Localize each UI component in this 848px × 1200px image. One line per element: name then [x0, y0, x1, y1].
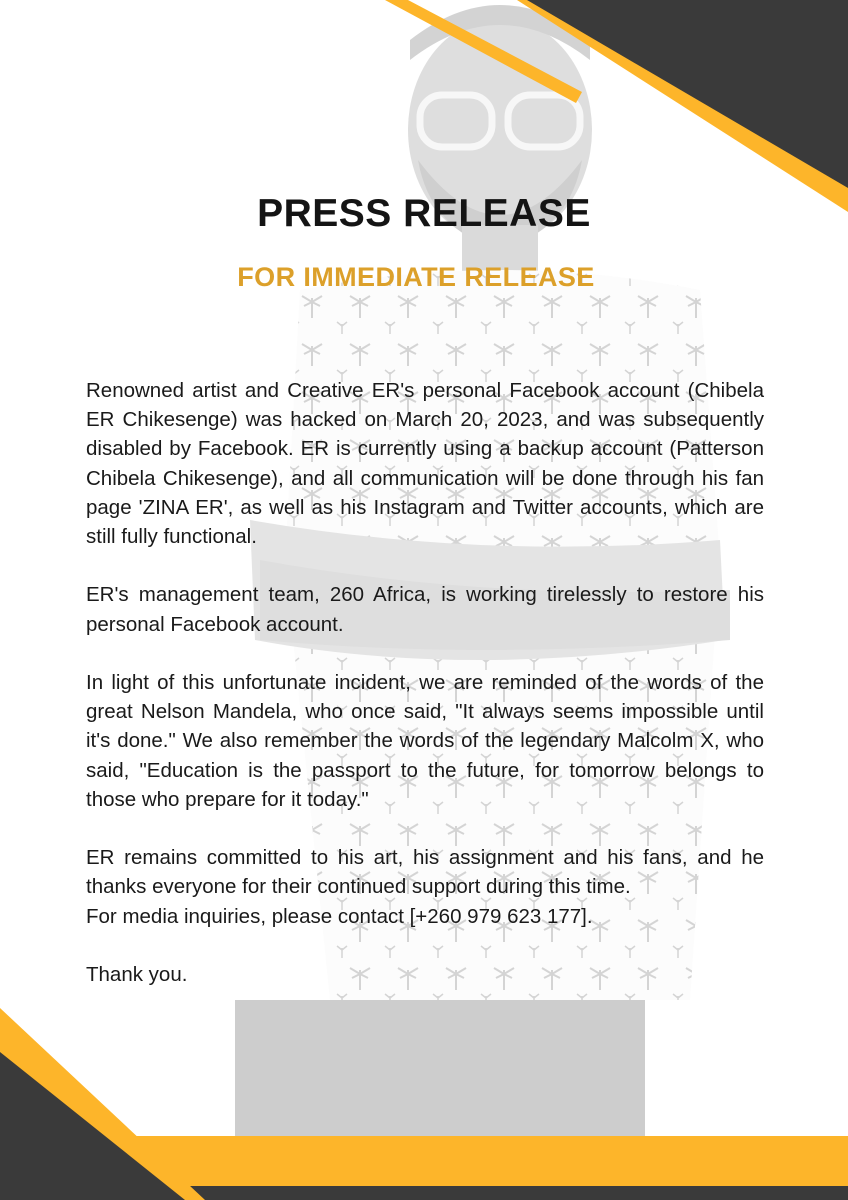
body-text: [86, 376, 764, 1018]
paragraph-commitment: ER remains committed to his art, his assignment and his fans, and he thanks everyone for their continued support during this time.: [86, 846, 764, 899]
paragraph-management: ER's management team, 260 Africa, is working tirelessly to restore his personal Facebook account.: [86, 583, 764, 636]
paragraph-thanks: Thank you.: [86, 963, 188, 986]
paragraph-hack-incident: Renowned artist and Creative ER's personal Facebook account (Chibela ER Chikesenge) was hacked on March 20, 2023, and was subsequently disabled by Facebook. ER is currently using a backup account (Patterson Chibela Chikesenge), and all communication will be done through his fan page 'ZINA ER', as well as his Instagram and Twitter accounts, which are still fully functional.: [86, 379, 764, 549]
paragraph-quotes: In light of this unfortunate incident, we are reminded of the words of the great Nelson Mandela, who once said, "It always seems impossible until it's done." We also remember the words of the legendary Malcolm X, who said, "Education is the passport to the future, for tomorrow belongs to those who prepare for it today.": [86, 671, 764, 811]
page-title: PRESS RELEASE: [257, 192, 591, 235]
page-subtitle: FOR IMMEDIATE RELEASE: [237, 262, 595, 292]
paragraph-media-contact: For media inquiries, please contact [+260 979 623 177].: [86, 904, 593, 928]
